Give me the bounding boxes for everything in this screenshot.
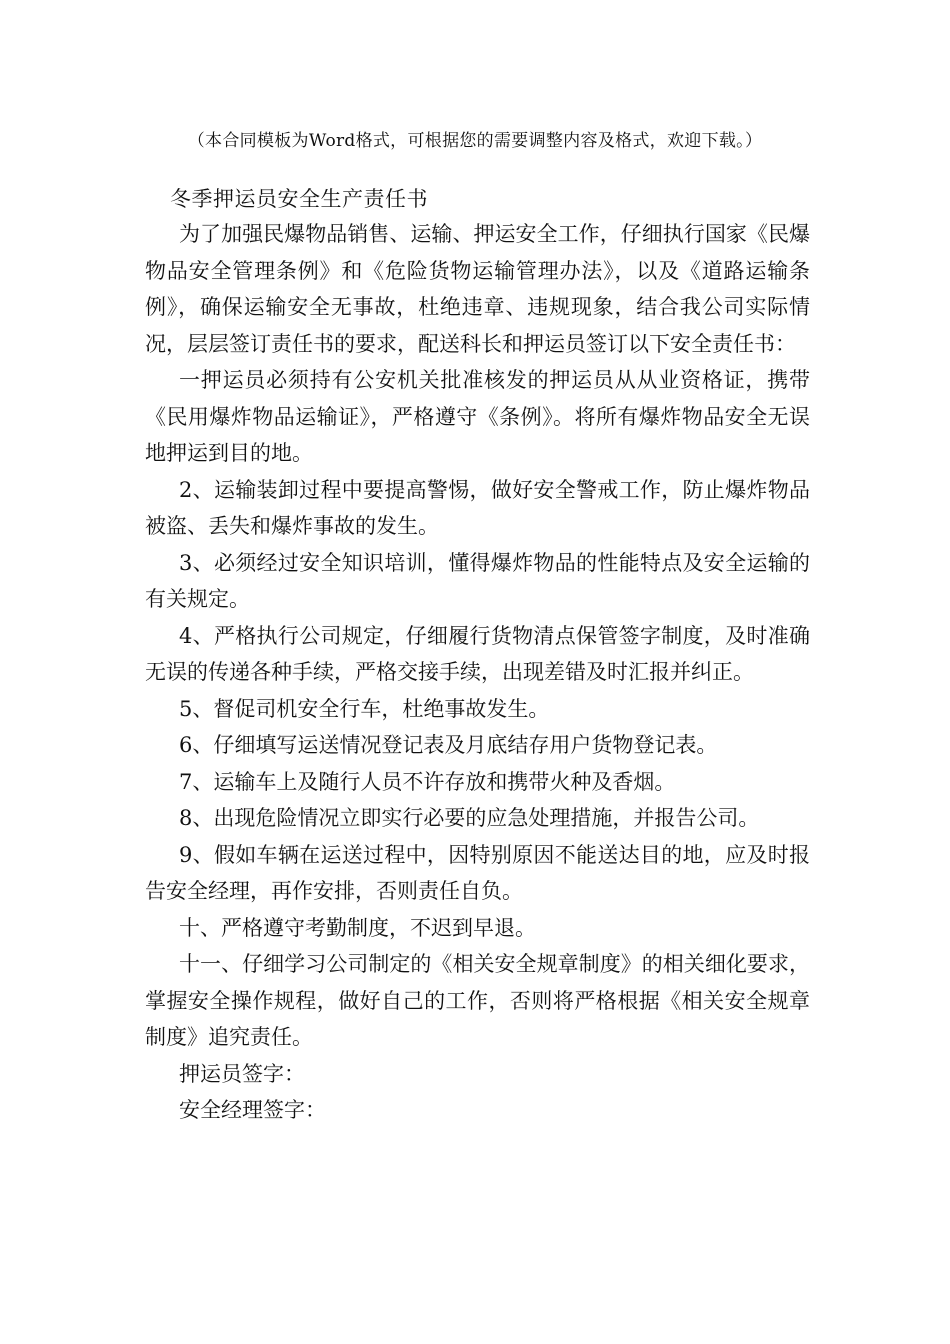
document-title: 冬季押运员安全生产责任书 (170, 187, 428, 211)
clause-5: 5、督促司机安全行车，杜绝事故发生。 (179, 696, 550, 721)
manager-signature-label: 安全经理签字： (179, 1098, 326, 1122)
clause-9: 9、假如车辆在运送过程中，因特别原因不能送达目的地，应及时报告安全经理，再作安排，否则责任自负。 (145, 842, 810, 903)
intro-paragraph: 为了加强民爆物品销售、运输、押运安全工作，仔细执行国家《民爆物品安全管理条例》和《危险货物运输管理办法》，以及《道路运输条例》，确保运输安全无事故，杜绝违章、违规现象，结合我公司实际情况，层层签订责任书的要求，配送科长和押运员签订以下安全责任书： (145, 222, 810, 356)
clause-2: 2、运输装卸过程中要提高警惕，做好安全警戒工作，防止爆炸物品被盗、丢失和爆炸事故的发生。 (145, 477, 810, 538)
escort-signature-label: 押运员签字： (179, 1061, 305, 1086)
clause-8: 8、出现危险情况立即实行必要的应急处理措施，并报告公司。 (179, 806, 760, 830)
clause-11: 十一、仔细学习公司制定的《相关安全规章制度》的相关细化要求，掌握安全操作规程，做好自己的工作，否则将严格根据《相关安全规章制度》追究责任。 (145, 952, 810, 1049)
clause-6: 6、仔细填写运送情况登记表及月底结存用户货物登记表。 (179, 733, 718, 757)
clause-3: 3、必须经过安全知识培训，懂得爆炸物品的性能特点及安全运输的有关规定。 (145, 550, 810, 611)
clause-1: 一押运员必须持有公安机关批准核发的押运员从从业资格证，携带《民用爆炸物品运输证》，严格遵守《条例》。将所有爆炸物品安全无误地押运到目的地。 (145, 368, 810, 465)
document-body (145, 216, 810, 1129)
clause-4: 4、严格执行公司规定，仔细履行货物清点保管签字制度，及时准确无误的传递各种手续，严格交接手续，出现差错及时汇报并纠正。 (145, 623, 810, 684)
template-notice: （本合同模板为Word格式，可根据您的需要调整内容及格式，欢迎下载。） (187, 131, 763, 151)
clause-7: 7、运输车上及随行人员不许存放和携带火种及香烟。 (179, 769, 676, 794)
clause-10: 十、严格遵守考勤制度，不迟到早退。 (179, 915, 536, 940)
